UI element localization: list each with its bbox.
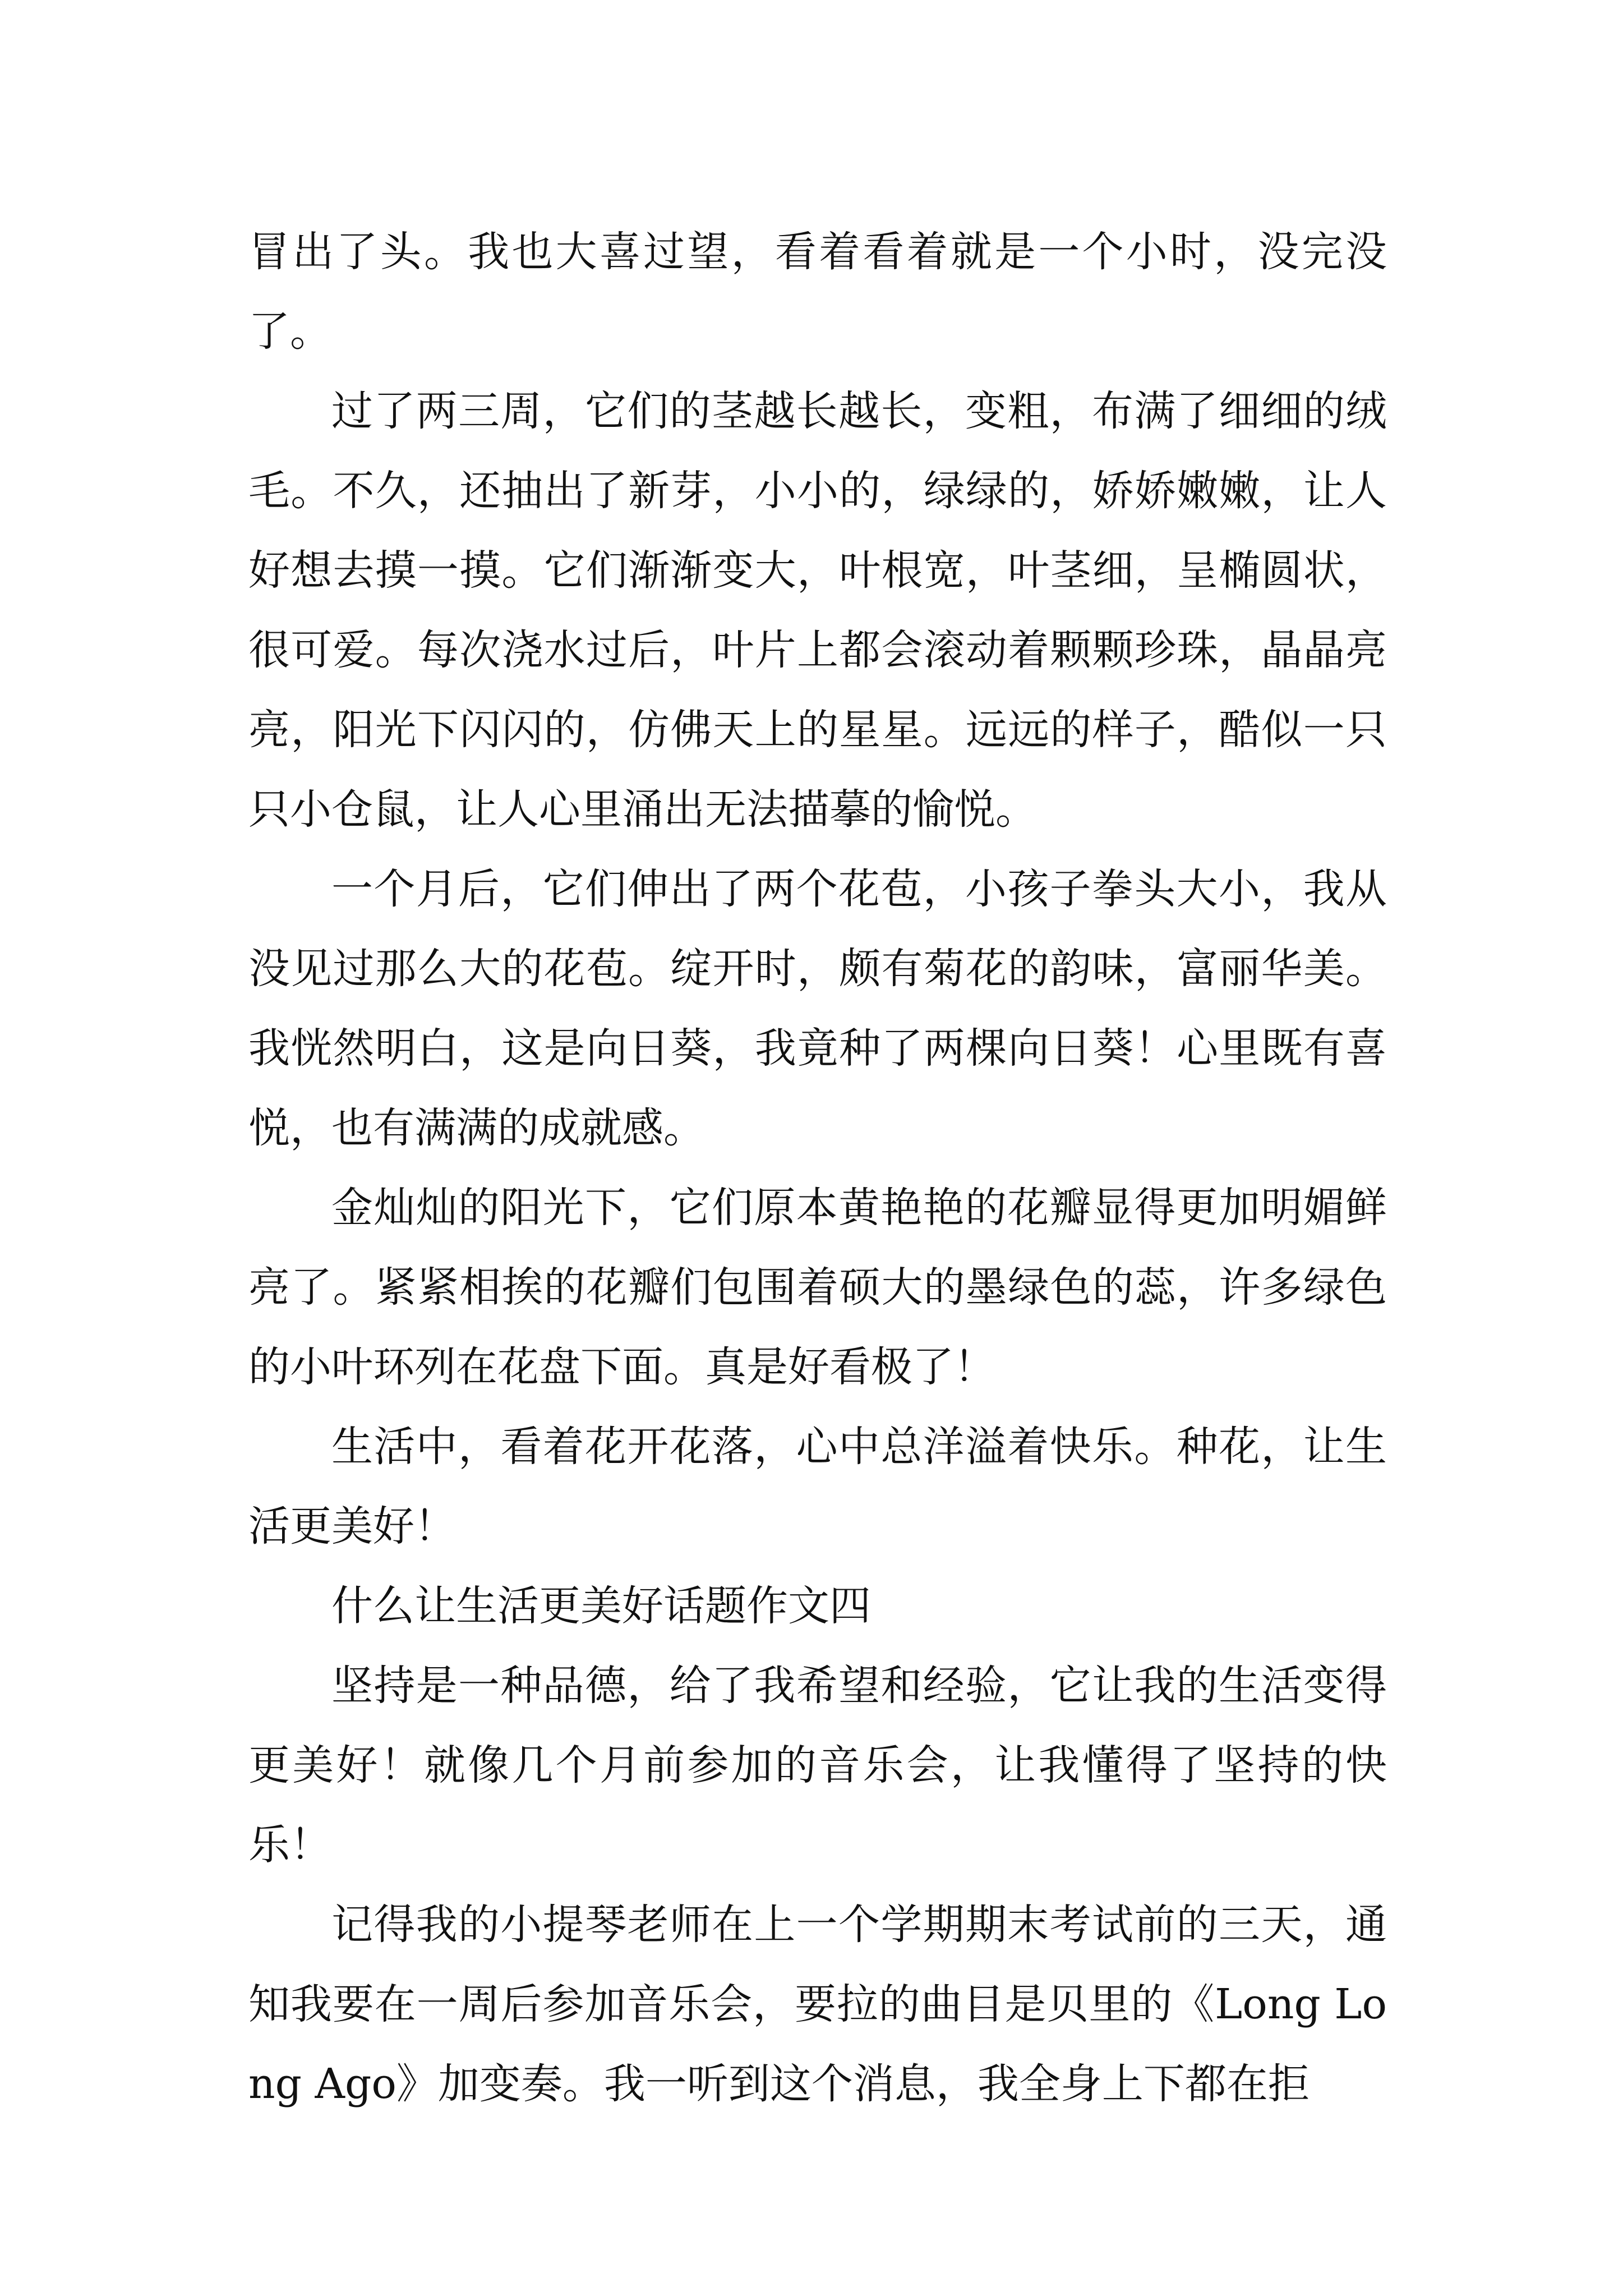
paragraph: 记得我的小提琴老师在上一个学期期末考试前的三天，通知我要在一周后参加音乐会，要拉的曲目是贝里的《Long Long Ago》加变奏。我一听到这个消息，我全身上下都在拒 [248,1901,1387,2108]
section-heading: 什么让生活更美好话题作文四 [331,1582,871,1630]
paragraph: 坚持是一种品德，给了我希望和经验，它让我的生活变得更美好！就像几个月前参加的音乐会，让我懂得了坚持的快乐！ [248,1662,1387,1869]
paragraph: 一个月后，它们伸出了两个花苞，小孩子拳头大小，我从没见过那么大的花苞。绽开时，颇有菊花的韵味，富丽华美。我恍然明白，这是向日葵，我竟种了两棵向日葵！心里既有喜悦，也有满满的成就感。 [248,865,1387,1152]
paragraph: 生活中，看着花开花落，心中总洋溢着快乐。种花，让生活更美好！ [248,1423,1387,1550]
paragraph: 金灿灿的阳光下，它们原本黄艳艳的花瓣显得更加明媚鲜亮了。紧紧相挨的花瓣们包围着硕大的墨绿色的蕊，许多绿色的小叶环列在花盘下面。真是好看极了！ [248,1184,1387,1391]
paragraph: 冒出了头。我也大喜过望，看着看着就是一个小时，没完没了。 [248,228,1387,356]
document-body [248,212,1387,2124]
paragraph: 过了两三周，它们的茎越长越长，变粗，布满了细细的绒毛。不久，还抽出了新芽，小小的，绿绿的，娇娇嫩嫩，让人好想去摸一摸。它们渐渐变大，叶根宽，叶茎细，呈椭圆状，很可爱。每次浇水过后，叶片上都会滚动着颗颗珍珠，晶晶亮亮，阳光下闪闪的，仿佛天上的星星。远远的样子，酷似一只只小仓鼠，让人心里涌出无法描摹的愉悦。 [248,387,1387,834]
